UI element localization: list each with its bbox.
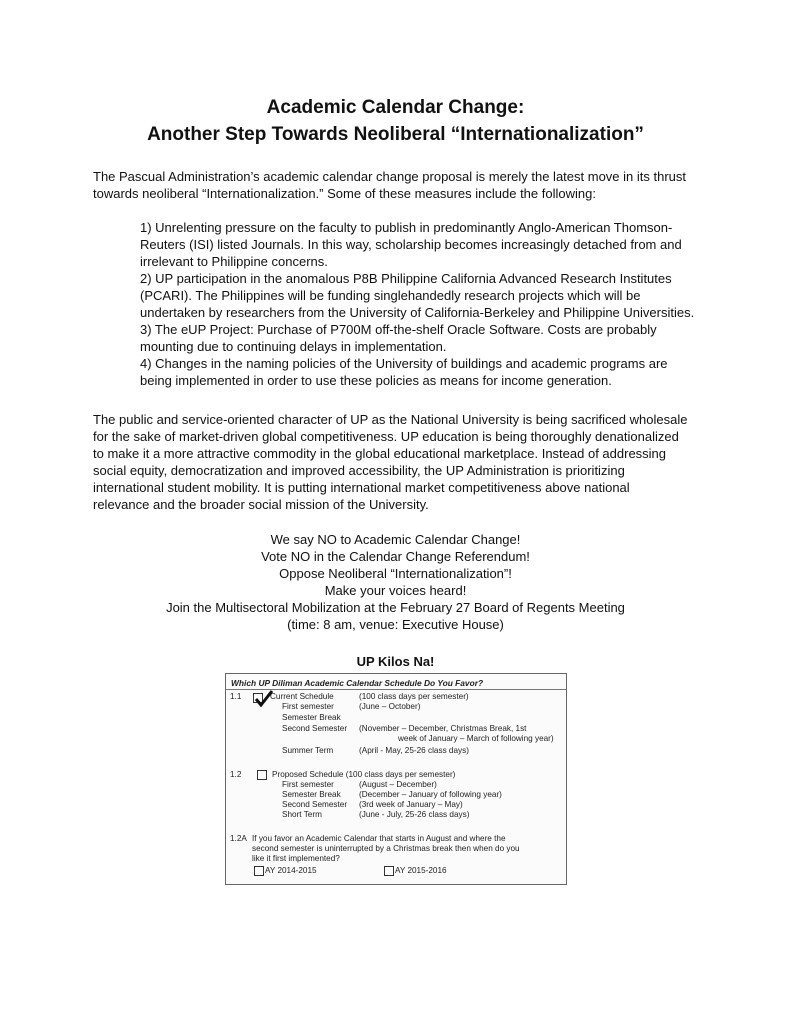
call-line: (time: 8 am, venue: Executive House) bbox=[287, 617, 504, 632]
call-line: Join the Multisectoral Mobilization at the February 27 Board of Regents Meeting bbox=[166, 600, 625, 615]
measures-list bbox=[140, 219, 720, 389]
option-number: 1.1 bbox=[230, 692, 242, 701]
body-line: The public and service-oriented character of UP as the National University is being sacrificed wholesale bbox=[93, 412, 688, 427]
intro-line: towards neoliberal “Internationalization.” Some of these measures include the following: bbox=[93, 186, 596, 201]
schedule-range: (December – January of following year) bbox=[359, 790, 502, 799]
title-line-2: Another Step Towards Neoliberal “Internationalization” bbox=[147, 124, 644, 145]
checkbox-proposed-schedule[interactable] bbox=[257, 770, 267, 780]
option-label: Current Schedule bbox=[270, 692, 334, 701]
question-line: second semester is uninterrupted by a Christmas break then when do you bbox=[252, 844, 520, 853]
checkbox-ay-2014-2015[interactable] bbox=[254, 866, 264, 876]
call-line: Make your voices heard! bbox=[324, 583, 467, 598]
document-title bbox=[0, 94, 791, 148]
body-line: for the sake of market-driven global competitiveness. UP education is being thoroughly denationalized bbox=[93, 429, 679, 444]
schedule-term: First semester bbox=[282, 702, 334, 711]
title-line-1: Academic Calendar Change: bbox=[266, 97, 525, 118]
call-to-action bbox=[0, 531, 791, 633]
list-line: being implemented in order to use these policies as means for income generation. bbox=[140, 373, 612, 388]
schedule-range: (June - July, 25-26 class days) bbox=[359, 810, 470, 819]
list-line: mounting due to continuing delays in implementation. bbox=[140, 339, 447, 354]
choice-label: AY 2014-2015 bbox=[265, 866, 317, 875]
ballot-question: Which UP Diliman Academic Calendar Schedule Do You Favor? bbox=[231, 678, 484, 688]
list-line: undertaken by researchers from the University of California-Berkeley and Philippine Universities. bbox=[140, 305, 695, 320]
option-desc: (100 class days per semester) bbox=[359, 692, 469, 701]
schedule-term: Summer Term bbox=[282, 746, 334, 755]
schedule-range: (November – December, Christmas Break, 1st bbox=[359, 724, 527, 733]
intro-line: The Pascual Administration’s academic calendar change proposal is merely the latest move in its thrust bbox=[93, 169, 686, 184]
body-line: to make it a more attractive commodity in the global educational marketplace. Instead of addressing bbox=[93, 446, 667, 461]
schedule-range: week of January – March of following year) bbox=[398, 734, 554, 743]
schedule-term: Second Semester bbox=[282, 724, 348, 733]
call-line: We say NO to Academic Calendar Change! bbox=[270, 532, 521, 547]
ballot-divider bbox=[226, 689, 566, 690]
schedule-range: (June – October) bbox=[359, 702, 421, 711]
body-paragraph bbox=[93, 411, 713, 513]
intro-paragraph bbox=[93, 168, 713, 202]
schedule-term: Semester Break bbox=[282, 790, 341, 799]
question-line: like it first implemented? bbox=[252, 854, 340, 863]
list-line: 4) Changes in the naming policies of the University of buildings and academic programs are bbox=[140, 356, 668, 371]
slogan: UP Kilos Na! bbox=[356, 654, 435, 669]
list-line: 3) The eUP Project: Purchase of P700M off-the-shelf Oracle Software. Costs are probably bbox=[140, 322, 657, 337]
schedule-term: Semester Break bbox=[282, 713, 341, 722]
list-line: (PCARI). The Philippines will be funding singlehandedly research projects which will be bbox=[140, 288, 641, 303]
schedule-term: Short Term bbox=[282, 810, 322, 819]
option-number: 1.2 bbox=[230, 770, 242, 779]
checkbox-ay-2015-2016[interactable] bbox=[384, 866, 394, 876]
list-line: irrelevant to Philippine concerns. bbox=[140, 254, 328, 269]
choice-label: AY 2015-2016 bbox=[395, 866, 447, 875]
option-number: 1.2A bbox=[230, 834, 247, 843]
schedule-term: First semester bbox=[282, 780, 334, 789]
schedule-term: Second Semester bbox=[282, 800, 348, 809]
body-line: relevance and the broader social mission of the University. bbox=[93, 497, 429, 512]
body-line: social equity, democratization and improved accessibility, the UP Administration is prioritizing bbox=[93, 463, 625, 478]
schedule-range: (April - May, 25-26 class days) bbox=[359, 746, 469, 755]
call-line: Vote NO in the Calendar Change Referendum! bbox=[261, 549, 530, 564]
schedule-range: (3rd week of January – May) bbox=[359, 800, 463, 809]
list-line: 2) UP participation in the anomalous P8B Philippine California Advanced Research Institutes bbox=[140, 271, 672, 286]
question-line: If you favor an Academic Calendar that starts in August and where the bbox=[252, 834, 506, 843]
ballot-image bbox=[225, 673, 567, 885]
body-line: international student mobility. It is putting international market competitiveness above national bbox=[93, 480, 630, 495]
list-line: Reuters (ISI) listed Journals. In this way, scholarship becomes increasingly detached from and bbox=[140, 237, 682, 252]
call-line: Oppose Neoliberal “Internationalization”! bbox=[279, 566, 512, 581]
schedule-range: (August – December) bbox=[359, 780, 437, 789]
option-label: Proposed Schedule (100 class days per semester) bbox=[272, 770, 456, 779]
list-line: 1) Unrelenting pressure on the faculty to publish in predominantly Anglo-American Thomson- bbox=[140, 220, 673, 235]
